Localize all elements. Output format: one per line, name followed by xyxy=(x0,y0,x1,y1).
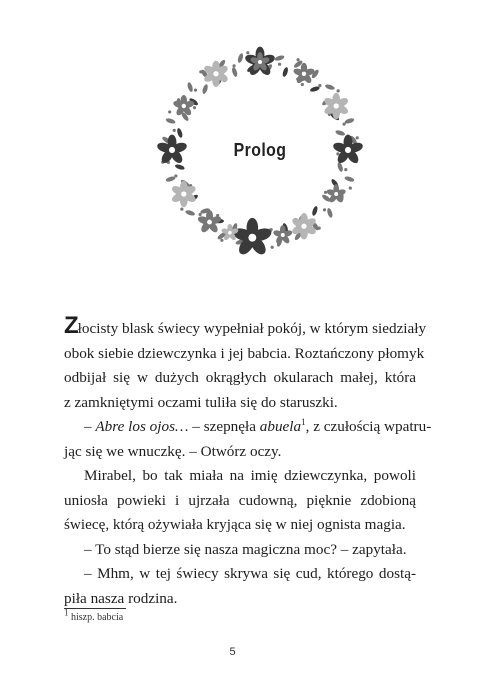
body-text xyxy=(64,312,432,611)
text-line: obok siebie dziewczynka i jej babcia. Roztańczony płomyk xyxy=(64,344,425,362)
text-line xyxy=(64,415,432,440)
text-line: świecę, którą ożywiała kryjąca się w niej ognista magia. xyxy=(64,516,406,533)
footnote-ref[interactable]: 1 xyxy=(301,416,306,427)
text-line: piła nasza rodzina. xyxy=(64,589,178,607)
text-line: z zamkniętymi oczami tuliła się do staruszki. xyxy=(64,393,338,411)
text-line: Mirabel, bo tak miała na imię dziewczynka, powoli xyxy=(84,467,416,484)
text-fragment: , z czułością wpatru- xyxy=(305,418,432,435)
italic-word: abuela xyxy=(259,418,302,435)
paragraph-5 xyxy=(64,562,416,611)
text-fragment: – szepnęła xyxy=(188,418,260,435)
paragraph-2 xyxy=(64,415,432,464)
paragraph-3 xyxy=(64,464,416,538)
chapter-title: Prolog xyxy=(233,140,287,160)
text-line: łocisty blask świecy wypełniał pokój, w którym siedziały xyxy=(77,320,427,337)
italic-quote: Abre los ojos… xyxy=(95,418,189,435)
paragraph-4 xyxy=(64,538,416,563)
page-number: 5 xyxy=(229,646,236,658)
dash: – xyxy=(84,418,96,435)
drop-cap: Z xyxy=(64,312,78,339)
text-line: – To stąd bierze się nasza magiczna moc? – zapytała. xyxy=(84,540,407,558)
footnote xyxy=(64,607,124,623)
text-line: – Mhm, w tej świecy skrywa się cud, którego dostą- xyxy=(84,565,416,582)
paragraph-1 xyxy=(64,312,427,415)
footnote-divider xyxy=(64,608,126,609)
text-line: odbijał się w dużych okrągłych okularach małej, która xyxy=(64,369,416,386)
text-line: uniosła powieki i ujrzała cudowną, pięknie zdobioną xyxy=(64,491,416,509)
footnote-text: hiszp. babcia xyxy=(68,612,124,623)
footnote-mark: 1 xyxy=(64,607,69,618)
text-line: jąc się we wnuczkę. – Otwórz oczy. xyxy=(64,442,282,460)
